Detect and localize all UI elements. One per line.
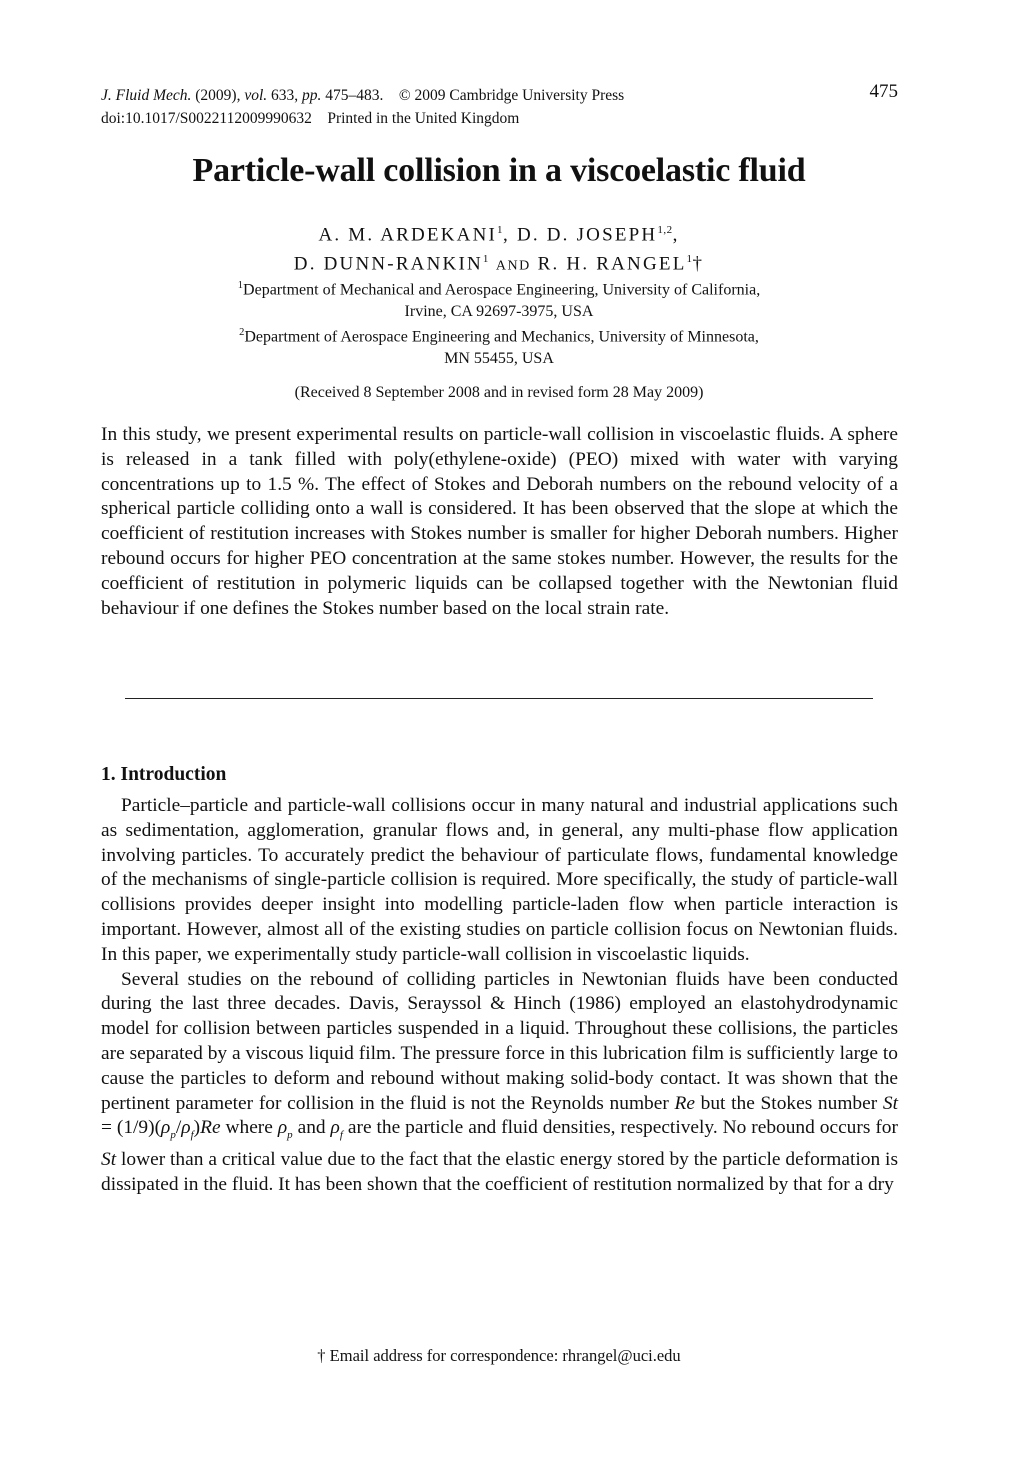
author-line-1: A. M. ARDEKANI$^1$, D. D. JOSEPH$^{1,2}$,: [318, 224, 680, 246]
doi: doi:10.1017/S0022112009990632: [101, 110, 312, 127]
copyright-notice: © 2009 Cambridge University Press: [398, 87, 625, 104]
affiliation-text: Department of Mechanical and Aerospace Engineering, University of California,: [243, 281, 761, 299]
author-list: [0, 218, 998, 279]
affiliation-marker: 1: [237, 280, 244, 291]
volume-number: 633,: [271, 87, 299, 104]
affiliation-marker: 1,2: [657, 224, 673, 236]
author-name: D. D. JOSEPH: [516, 224, 658, 246]
paper-title: Particle-wall collision in a viscoelastic fluid: [192, 152, 806, 189]
affiliation-marker: 1: [686, 253, 693, 266]
paragraph: Several studies on the rebound of colliding particles in Newtonian fluids have been conducted during the last three decades. Davis, Serayssol & Hinch (1986) employed an elastohydrodynamic model for collision between particles suspended in a liquid. Throughout these collisions, the particles are separated by a viscous liquid film. The pressure force in this lubrication film is sufficiently large to cause the particles to deform and rebound without making solid-body contact. It was shown that the pertinent parameter for collision in the fluid is not the Reynolds number Re but the Stokes number $St = (1/9)(\rho_p/\rho_f)Re$ where $\rho_p$ and $\rho_f$ are the particle and fluid densities, respectively. No rebound occurs for St lower than a critical value due to the fact that the elastic energy stored by the particle deformation is dissipated in the fluid. It has been shown that the coefficient of restitution normalized by that for a dry: [101, 968, 898, 1195]
journal-year: (2009),: [195, 87, 241, 104]
affiliation-text: MN 55455, USA: [444, 350, 554, 368]
paragraph: Particle–particle and particle-wall collisions occur in many natural and industrial applications such as sedimentation, agglomeration, granular flows and, in general, any multi-phase flow application involving particles. To accurately predict the behaviour of particulate flows, fundamental knowledge of the mechanisms of single-particle collision is required. More specifically, the study of particle-wall collisions provides deeper insight into modelling particle-laden flow when particle interaction is important. However, almost all of the existing studies on particle collision focus on Newtonian fluids. In this paper, we experimentally study particle-wall collision in viscoelastic liquids.: [101, 795, 898, 965]
volume-label: vol.: [244, 87, 268, 104]
affiliation-text: Department of Aerospace Engineering and Mechanics, University of Minnesota,: [244, 328, 759, 346]
affiliation-1: [0, 275, 998, 323]
affiliation-marker: 2: [239, 327, 245, 338]
section-heading: 1. Introduction: [101, 764, 227, 785]
author-conjunction: AND: [495, 258, 531, 274]
doi-line: [101, 107, 898, 130]
correspondence-footnote: † Email address for correspondence: rhrangel@uci.edu: [317, 1346, 681, 1365]
section-body: [101, 794, 898, 1198]
running-header: [101, 84, 898, 130]
author-line-2: [0, 247, 998, 278]
stokes-symbol: St: [882, 1092, 898, 1114]
author-name: A. M. ARDEKANI: [318, 224, 498, 246]
affiliation-text: Irvine, CA 92697-3975, USA: [404, 303, 594, 321]
affiliation-marker: 1: [497, 224, 504, 236]
page-number: 475: [869, 81, 898, 102]
reynolds-symbol: Re: [674, 1092, 695, 1114]
printed-notice: Printed in the United Kingdom: [327, 110, 520, 127]
dagger-marker: †: [692, 253, 705, 275]
affiliation-marker: 1: [482, 253, 489, 266]
abstract: In this study, we present experimental results on particle-wall collision in viscoelastic fluids. A sphere is released in a tank filled with poly(ethylene-oxide) (PEO) mixed with water with varying concentrations up to 1.5 %. The effect of Stokes and Deborah numbers on the rebound velocity of a spherical particle colliding onto a wall is considered. It has been observed that the slope at which the coefficient of restitution increases with Stokes number is smaller for higher Deborah numbers. Higher rebound occurs for higher PEO concentration at the same stokes number. However, the results for the coefficient of restitution in polymeric liquids can be collapsed together with the Newtonian fluid behaviour if one defines the Stokes number based on the local strain rate.: [101, 424, 898, 619]
author-name: D. DUNN-RANKIN: [293, 253, 483, 275]
page-range: 475–483.: [325, 87, 384, 104]
author-name: R. H. RANGEL: [537, 253, 687, 275]
received-dates: (Received 8 September 2008 and in revised form 28 May 2009): [294, 384, 704, 401]
abstract-divider: [125, 698, 873, 699]
affiliation-2: [0, 322, 998, 370]
journal-name: J. Fluid Mech.: [101, 87, 192, 104]
citation-line: [101, 84, 898, 107]
pages-label: pp.: [302, 87, 322, 104]
